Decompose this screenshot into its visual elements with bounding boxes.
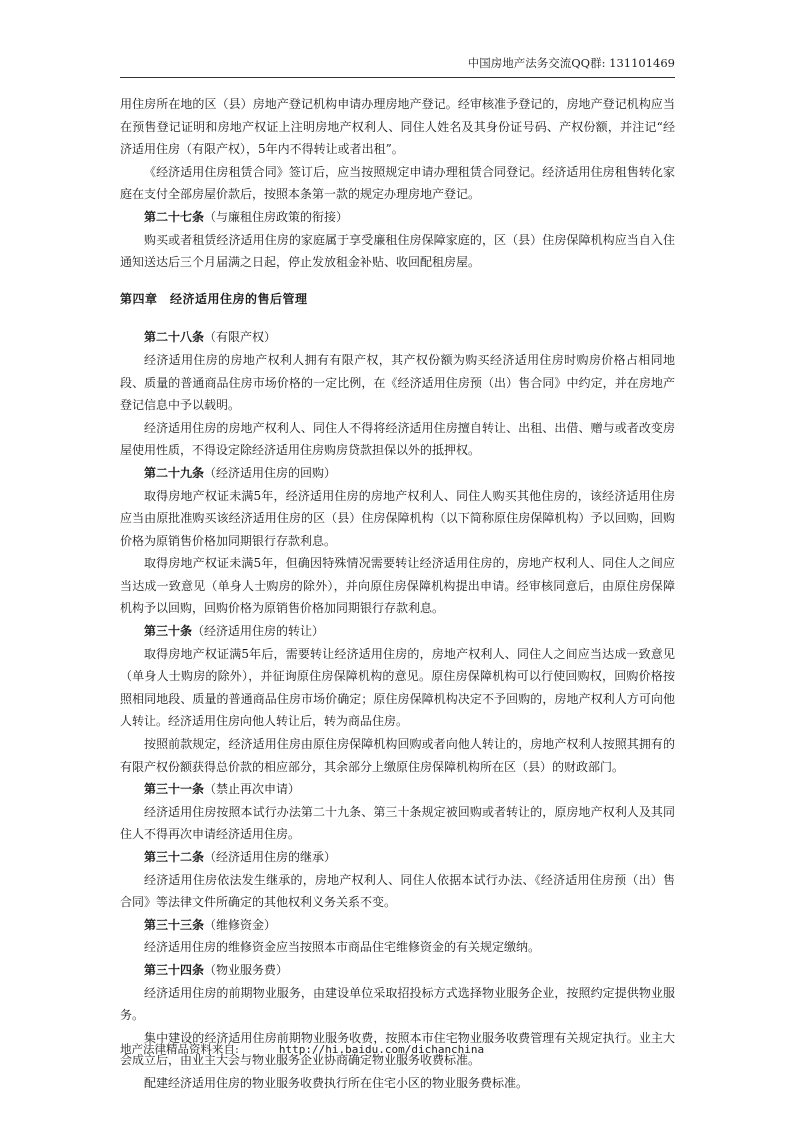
footer-url: http://hi.baidu.com/dichanchina [278, 1043, 485, 1056]
article-number: 第三十一条 [144, 782, 205, 797]
article-number: 第三十四条 [144, 962, 205, 977]
paragraph: 购买或者租赁经济适用住房的家庭属于享受廉租住房保障家庭的，区（县）住房保障机构应当自入住通知送达后三个月届满之日起，停止发放租金补贴、收回配租房屋。 [120, 232, 675, 270]
paragraph: 集中建设的经济适用住房前期物业服务收费，按照本市住宅物业服务收费管理有关规定执行。业主大会成立后，由业主大会与物业服务企业协商确定物业服务收费标准。 [120, 1030, 675, 1068]
article-number: 第三十条 [144, 624, 193, 639]
article-subtitle: （经济适用住房的继承） [204, 850, 337, 864]
header-divider [120, 77, 675, 78]
page-footer [120, 1041, 675, 1057]
chapter-title: 第四章 经济适用住房的售后管理 [120, 291, 308, 306]
paragraph: 按照前款规定，经济适用住房由原住房保障机构回购或者向他人转让的，房地产权利人按照其拥有的有限产权份额获得总价款的相应部分，其余部分上缴原住房保障机构所在区（县）的财政部门。 [120, 737, 675, 774]
article-subtitle: （经济适用住房的转让） [192, 624, 325, 639]
document-body [120, 93, 675, 1095]
article-heading [120, 326, 675, 349]
paragraph: 取得房地产权证未满5年，但确因特殊情况需要转让经济适用住房的，房地产权利人、同住人之间应当达成一致意见（单身人士购房的除外），并向原住房保障机构提出申请。经审核同意后，由原住房保障机构予以回购，回购价格为原销售价格加同期银行存款利息。 [120, 556, 675, 616]
paragraph: 经济适用住房的维修资金应当按照本市商品住宅维修资金的有关规定缴纳。 [144, 940, 541, 955]
article-subtitle: （物业服务费） [204, 962, 289, 977]
article-number: 第三十三条 [144, 917, 205, 932]
paragraph: 经济适用住房的前期物业服务，由建设单位采取招投标方式选择物业服务企业，按照约定提供物业服务。 [120, 985, 675, 1023]
article-heading [120, 778, 675, 801]
paragraph: 经济适用住房的房地产权利人拥有有限产权，其产权份额为购买经济适用住房时购房价格占相同地段、质量的普通商品住房市场价格的一定比例，在《经济适用住房预（出）售合同》中约定，并在房地产登记信息中予以载明。 [120, 352, 675, 413]
article-subtitle: （禁止再次申请） [204, 782, 301, 797]
article-heading [120, 206, 675, 229]
paragraph: 取得房地产权证满5年后，需要转让经济适用住房的，房地产权利人、同住人之间应当达成一致意见（单身人士购房的除外），并征询原住房保障机构的意见。原住房保障机构可以行使回购权，回购价格按照相同地段、质量的普通商品住房市场价确定；原住房保障机构决定不予回购的，房地产权利人方可向他人转让。经济适用住房向他人转让后，转为商品住房。 [120, 646, 675, 729]
paragraph: 取得房地产权证未满5年，经济适用住房的房地产权利人、同住人购买其他住房的，该经济适用住房应当由原批准购买该经济适用住房的区（县）住房保障机构（以下简称原住房保障机构）予以回购，回购价格为原销售价格加同期银行存款利息。 [120, 488, 675, 548]
article-number: 第二十八条 [144, 330, 205, 345]
article-number: 第三十二条 [144, 850, 205, 864]
page-header: 中国房地产法务交流QQ群: 131101469 [467, 56, 675, 70]
article-number: 第二十九条 [144, 465, 205, 480]
article-subtitle: （维修资金） [204, 917, 277, 932]
article-heading [120, 462, 675, 485]
paragraph: 经济适用住房的房地产权利人、同住人不得将经济适用住房擅自转让、出租、出借、赠与或者改变房屋使用性质，不得设定除经济适用住房购房贷款担保以外的抵押权。 [120, 420, 675, 458]
article-heading [120, 620, 675, 643]
article-heading [120, 959, 675, 982]
article-subtitle: （有限产权） [204, 330, 277, 345]
article-subtitle: （经济适用住房的回购） [204, 465, 337, 480]
paragraph: 配建经济适用住房的物业服务收费执行所在住宅小区的物业服务费标准。 [144, 1075, 529, 1090]
paragraph: 经济适用住房依法发生继承的，房地产权利人、同住人依据本试行办法、《经济适用住房预（出）售合同》等法律文件所确定的其他权利义务关系不变。 [120, 872, 675, 910]
article-heading [120, 846, 675, 869]
article-subtitle: （与廉租住房政策的衔接） [204, 209, 349, 224]
paragraph: 经济适用住房按照本试行办法第二十九条、第三十条规定被回购或者转让的，原房地产权利人及其同住人不得再次申请经济适用住房。 [120, 804, 675, 842]
paragraph: 用住房所在地的区（县）房地产登记机构申请办理房地产登记。经审核准予登记的，房地产登记机构应当在预售登记证明和房地产权证上注明房地产权利人、同住人姓名及其身份证号码、产权份额，并注记“经济适用住房（有限产权），5年内不得转让或者出租”。 [120, 97, 675, 157]
footer-label: 地产法律精品资料来自: [120, 1042, 239, 1056]
article-number: 第二十七条 [144, 209, 205, 224]
article-heading [120, 914, 675, 937]
paragraph: 《经济适用住房租赁合同》签订后，应当按照规定申请办理租赁合同登记。经济适用住房租售转化家庭在支付全部房屋价款后，按照本条第一款的规定办理房地产登记。 [120, 164, 675, 202]
